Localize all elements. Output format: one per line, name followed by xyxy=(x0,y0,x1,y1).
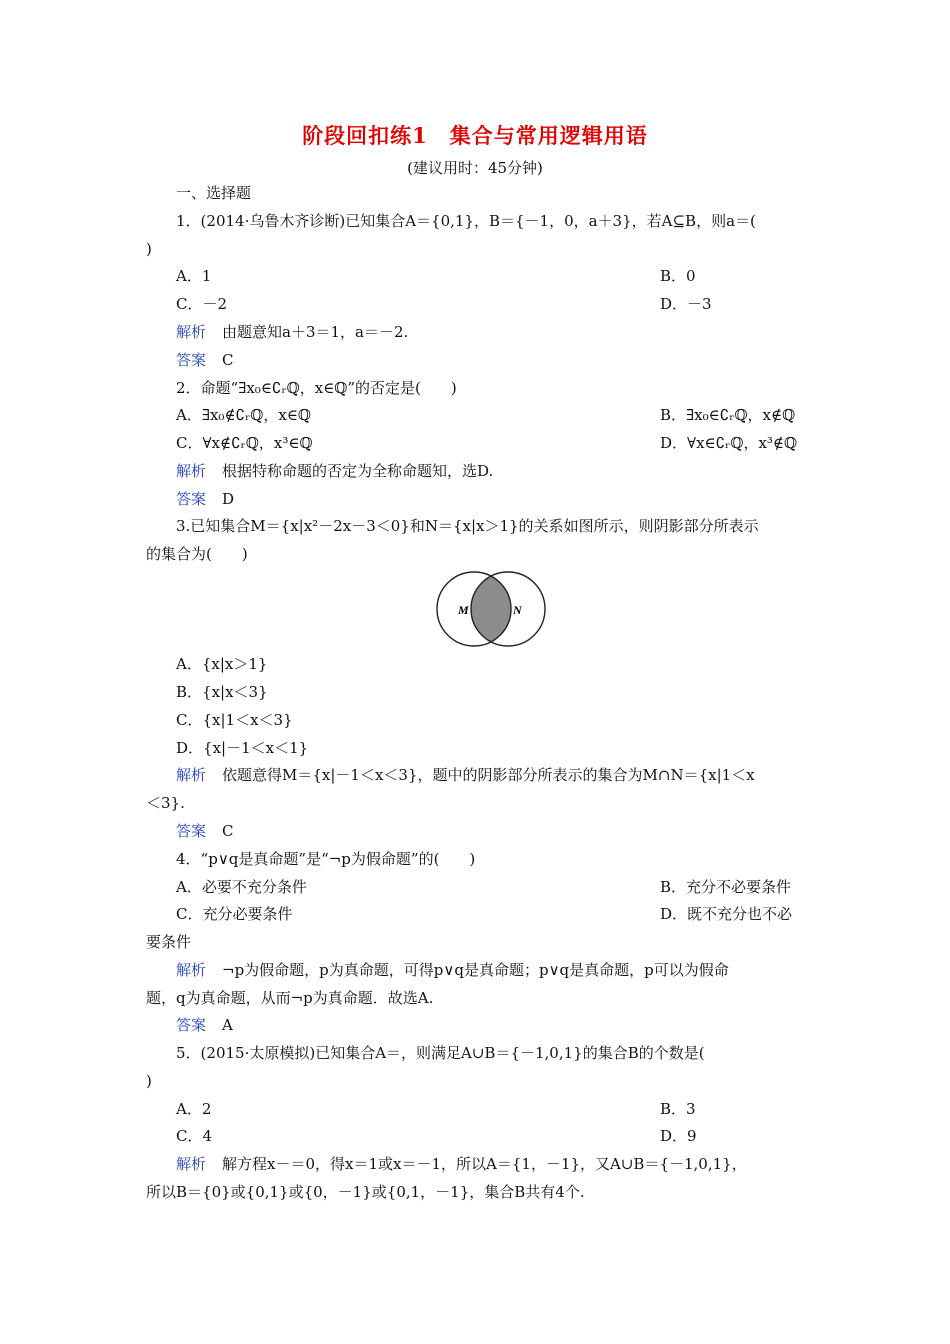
q4-analysis xyxy=(176,959,729,981)
question-3-cont: 的集合为( ) xyxy=(146,545,248,563)
q3-option-a: A．{x|x＞1} xyxy=(176,655,268,673)
q5-option-a: A．2 xyxy=(176,1100,212,1118)
section-heading: 一、选择题 xyxy=(176,184,252,202)
q2-analysis xyxy=(176,460,493,482)
page-title: 阶段回扣练1 集合与常用逻辑用语 xyxy=(302,123,648,148)
analysis-text: 根据特称命题的否定为全称命题知，选D. xyxy=(222,462,494,480)
q4-option-d: D．既不充分也不必 xyxy=(660,905,793,923)
answer-label: 答案 xyxy=(176,822,207,840)
answer-text: D xyxy=(222,490,235,508)
answer-text: C xyxy=(222,822,234,840)
q2-option-a: A．∃x₀∉∁ᵣℚ，x∈ℚ xyxy=(176,406,311,424)
q4-option-a: A．必要不充分条件 xyxy=(176,878,307,896)
analysis-text: ¬p为假命题，p为真命题，可得p∨q是真命题；p∨q是真命题，p可以为假命 xyxy=(222,961,729,979)
q5-option-c: C．4 xyxy=(176,1127,213,1145)
q1-answer xyxy=(176,349,234,371)
q5-option-d: D．9 xyxy=(660,1127,697,1145)
analysis-text: 由题意知a＋3＝1，a＝－2. xyxy=(222,323,409,341)
analysis-text: 解方程x－＝0，得x＝1或x＝－1，所以A＝{1，－1}，又A∪B＝{－1,0,1}， xyxy=(222,1155,747,1173)
analysis-label: 解析 xyxy=(176,323,207,341)
q4-answer xyxy=(176,1014,233,1036)
q2-answer xyxy=(176,488,234,510)
analysis-label: 解析 xyxy=(176,1155,207,1173)
question-3: 3.已知集合M＝{x|x²－2x－3＜0}和N＝{x|x＞1}的关系如图所示，则阴影部分所表示 xyxy=(176,517,759,535)
answer-label: 答案 xyxy=(176,1016,207,1034)
venn-label-n: N xyxy=(513,603,522,617)
question-4: 4．“p∨q是真命题”是“¬p为假命题”的( ) xyxy=(176,850,476,868)
analysis-label: 解析 xyxy=(176,766,207,784)
question-5: 5．(2015·太原模拟)已知集合A＝，则满足A∪B＝{－1,0,1}的集合B的个数是( xyxy=(176,1044,705,1062)
q1-option-d: D．－3 xyxy=(660,295,712,313)
q3-analysis-cont: ＜3}. xyxy=(146,794,185,812)
q3-analysis xyxy=(176,764,755,786)
venn-diagram xyxy=(434,568,550,650)
q4-option-d-cont: 要条件 xyxy=(146,933,192,951)
q3-option-b: B．{x|x＜3} xyxy=(176,683,268,701)
q1-option-a: A．1 xyxy=(176,267,212,285)
question-2: 2．命题“∃x₀∈∁ᵣℚ，x∈ℚ”的否定是( ) xyxy=(176,379,457,397)
q3-option-d: D．{x|－1＜x＜1} xyxy=(176,739,309,757)
q2-option-c: C．∀x∉∁ᵣℚ，x³∈ℚ xyxy=(176,434,313,452)
venn-label-m: M xyxy=(458,603,469,617)
q1-option-b: B．0 xyxy=(660,267,696,285)
q1-analysis xyxy=(176,321,408,343)
q2-option-b: B．∃x₀∈∁ᵣℚ，x∉ℚ xyxy=(660,406,796,424)
q1-option-c: C．－2 xyxy=(176,295,228,313)
q5-analysis xyxy=(176,1153,747,1175)
analysis-label: 解析 xyxy=(176,961,207,979)
q5-analysis-cont: 所以B＝{0}或{0,1}或{0，－1}或{0,1，－1}，集合B共有4个. xyxy=(146,1183,585,1201)
question-1: 1．(2014·乌鲁木齐诊断)已知集合A＝{0,1}，B＝{－1，0，a＋3}，若A⊆B，则a＝( xyxy=(176,212,756,230)
question-1-cont: ) xyxy=(146,240,152,258)
answer-label: 答案 xyxy=(176,351,207,369)
answer-text: A xyxy=(222,1016,233,1034)
q3-option-c: C．{x|1＜x＜3} xyxy=(176,711,293,729)
question-5-cont: ) xyxy=(146,1072,152,1090)
q3-answer xyxy=(176,820,234,842)
q4-analysis-cont: 题，q为真命题，从而¬p为真命题．故选A. xyxy=(146,989,434,1007)
analysis-text: 依题意得M＝{x|－1＜x＜3}，题中的阴影部分所表示的集合为M∩N＝{x|1＜x xyxy=(222,766,755,784)
page-subtitle: (建议用时：45分钟) xyxy=(407,159,543,177)
q5-option-b: B．3 xyxy=(660,1100,696,1118)
answer-label: 答案 xyxy=(176,490,207,508)
answer-text: C xyxy=(222,351,234,369)
q4-option-c: C．充分必要条件 xyxy=(176,905,293,923)
analysis-label: 解析 xyxy=(176,462,207,480)
q4-option-b: B．充分不必要条件 xyxy=(660,878,792,896)
q2-option-d: D．∀x∈∁ᵣℚ，x³∉ℚ xyxy=(660,434,798,452)
